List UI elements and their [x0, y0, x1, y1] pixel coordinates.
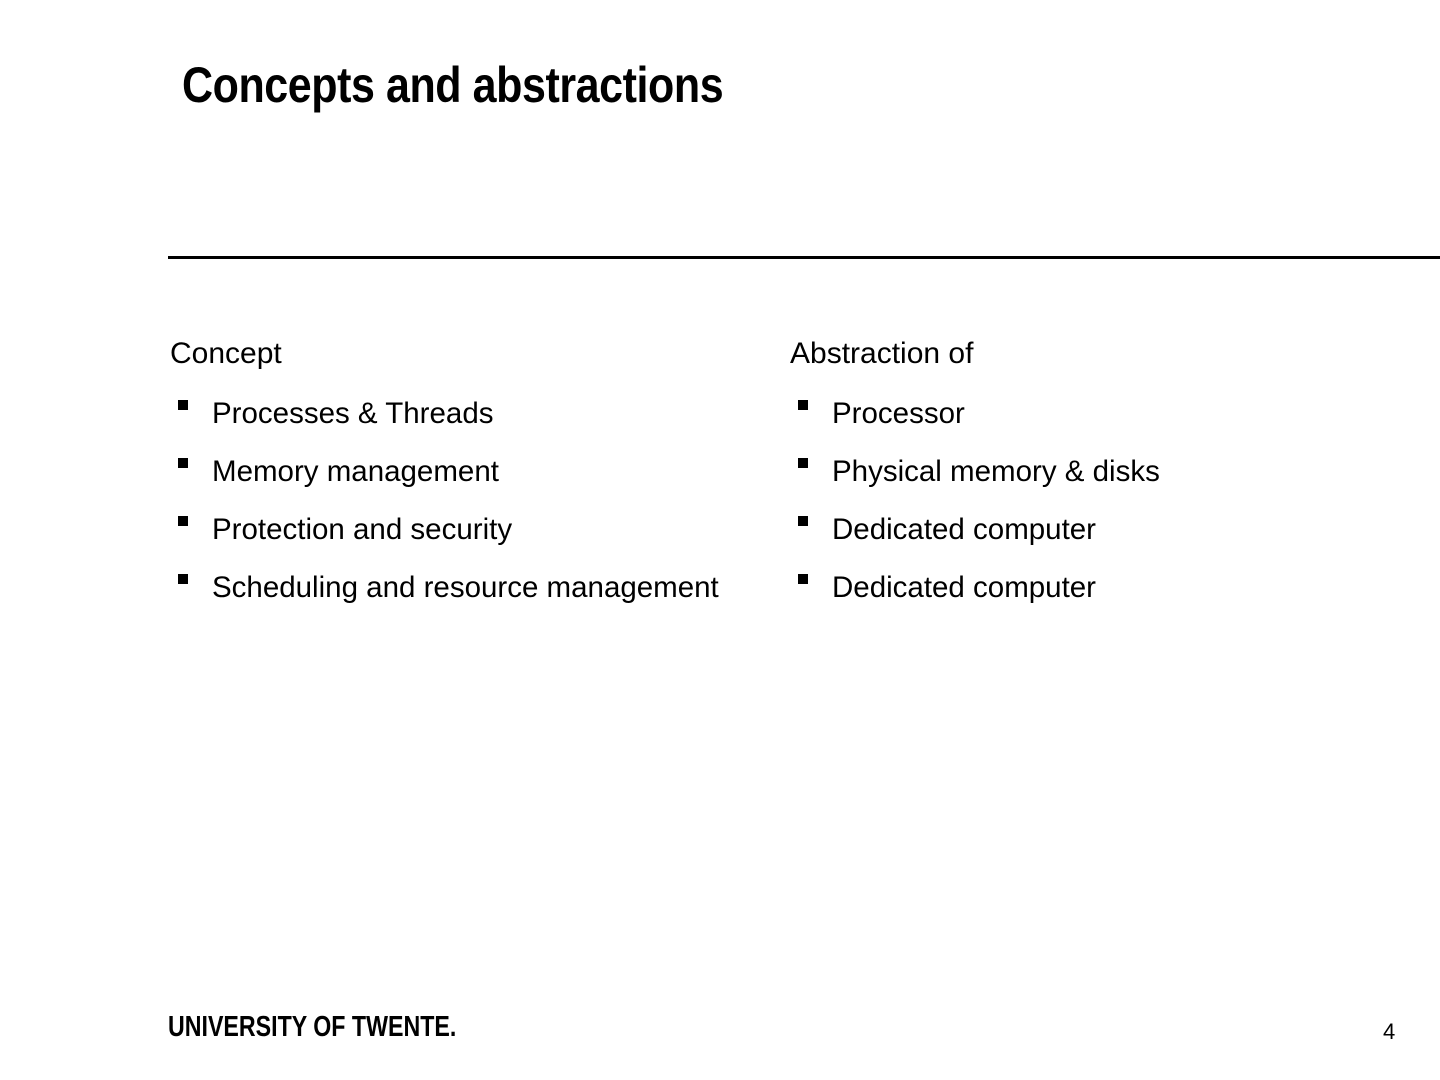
- bullet-text: Physical memory & disks: [832, 455, 1160, 488]
- bullet-square-icon: [178, 400, 188, 410]
- slide-title: Concepts and abstractions: [182, 57, 724, 113]
- bullet-text: Processor: [832, 397, 965, 430]
- concept-bullet-list: [170, 388, 770, 614]
- list-item: [790, 388, 1370, 440]
- bullet-square-icon: [798, 400, 808, 410]
- list-item: [170, 446, 770, 498]
- bullet-square-icon: [178, 516, 188, 526]
- concept-column: [170, 334, 770, 620]
- list-item: [790, 562, 1370, 614]
- bullet-square-icon: [798, 574, 808, 584]
- bullet-text: Dedicated computer: [832, 513, 1097, 546]
- university-logo: UNIVERSITY OF TWENTE.: [168, 1011, 457, 1043]
- bullet-square-icon: [178, 458, 188, 468]
- abstraction-column: [790, 334, 1370, 620]
- bullet-text: Processes & Threads: [212, 397, 494, 430]
- bullet-text: Scheduling and resource management: [212, 571, 719, 604]
- list-item: [170, 562, 770, 614]
- bullet-square-icon: [798, 516, 808, 526]
- bullet-text: Protection and security: [212, 513, 513, 546]
- list-item: [170, 388, 770, 440]
- abstraction-column-header: Abstraction of: [790, 337, 974, 370]
- bullet-text: Memory management: [212, 455, 499, 488]
- list-item: [790, 446, 1370, 498]
- page-number: 4: [1383, 1019, 1396, 1044]
- bullet-square-icon: [178, 574, 188, 584]
- divider-line: [168, 256, 1440, 259]
- bullet-square-icon: [798, 458, 808, 468]
- abstraction-bullet-list: [790, 388, 1370, 614]
- bullet-text: Dedicated computer: [832, 571, 1097, 604]
- list-item: [790, 504, 1370, 556]
- list-item: [170, 504, 770, 556]
- concept-column-header: Concept: [170, 337, 282, 370]
